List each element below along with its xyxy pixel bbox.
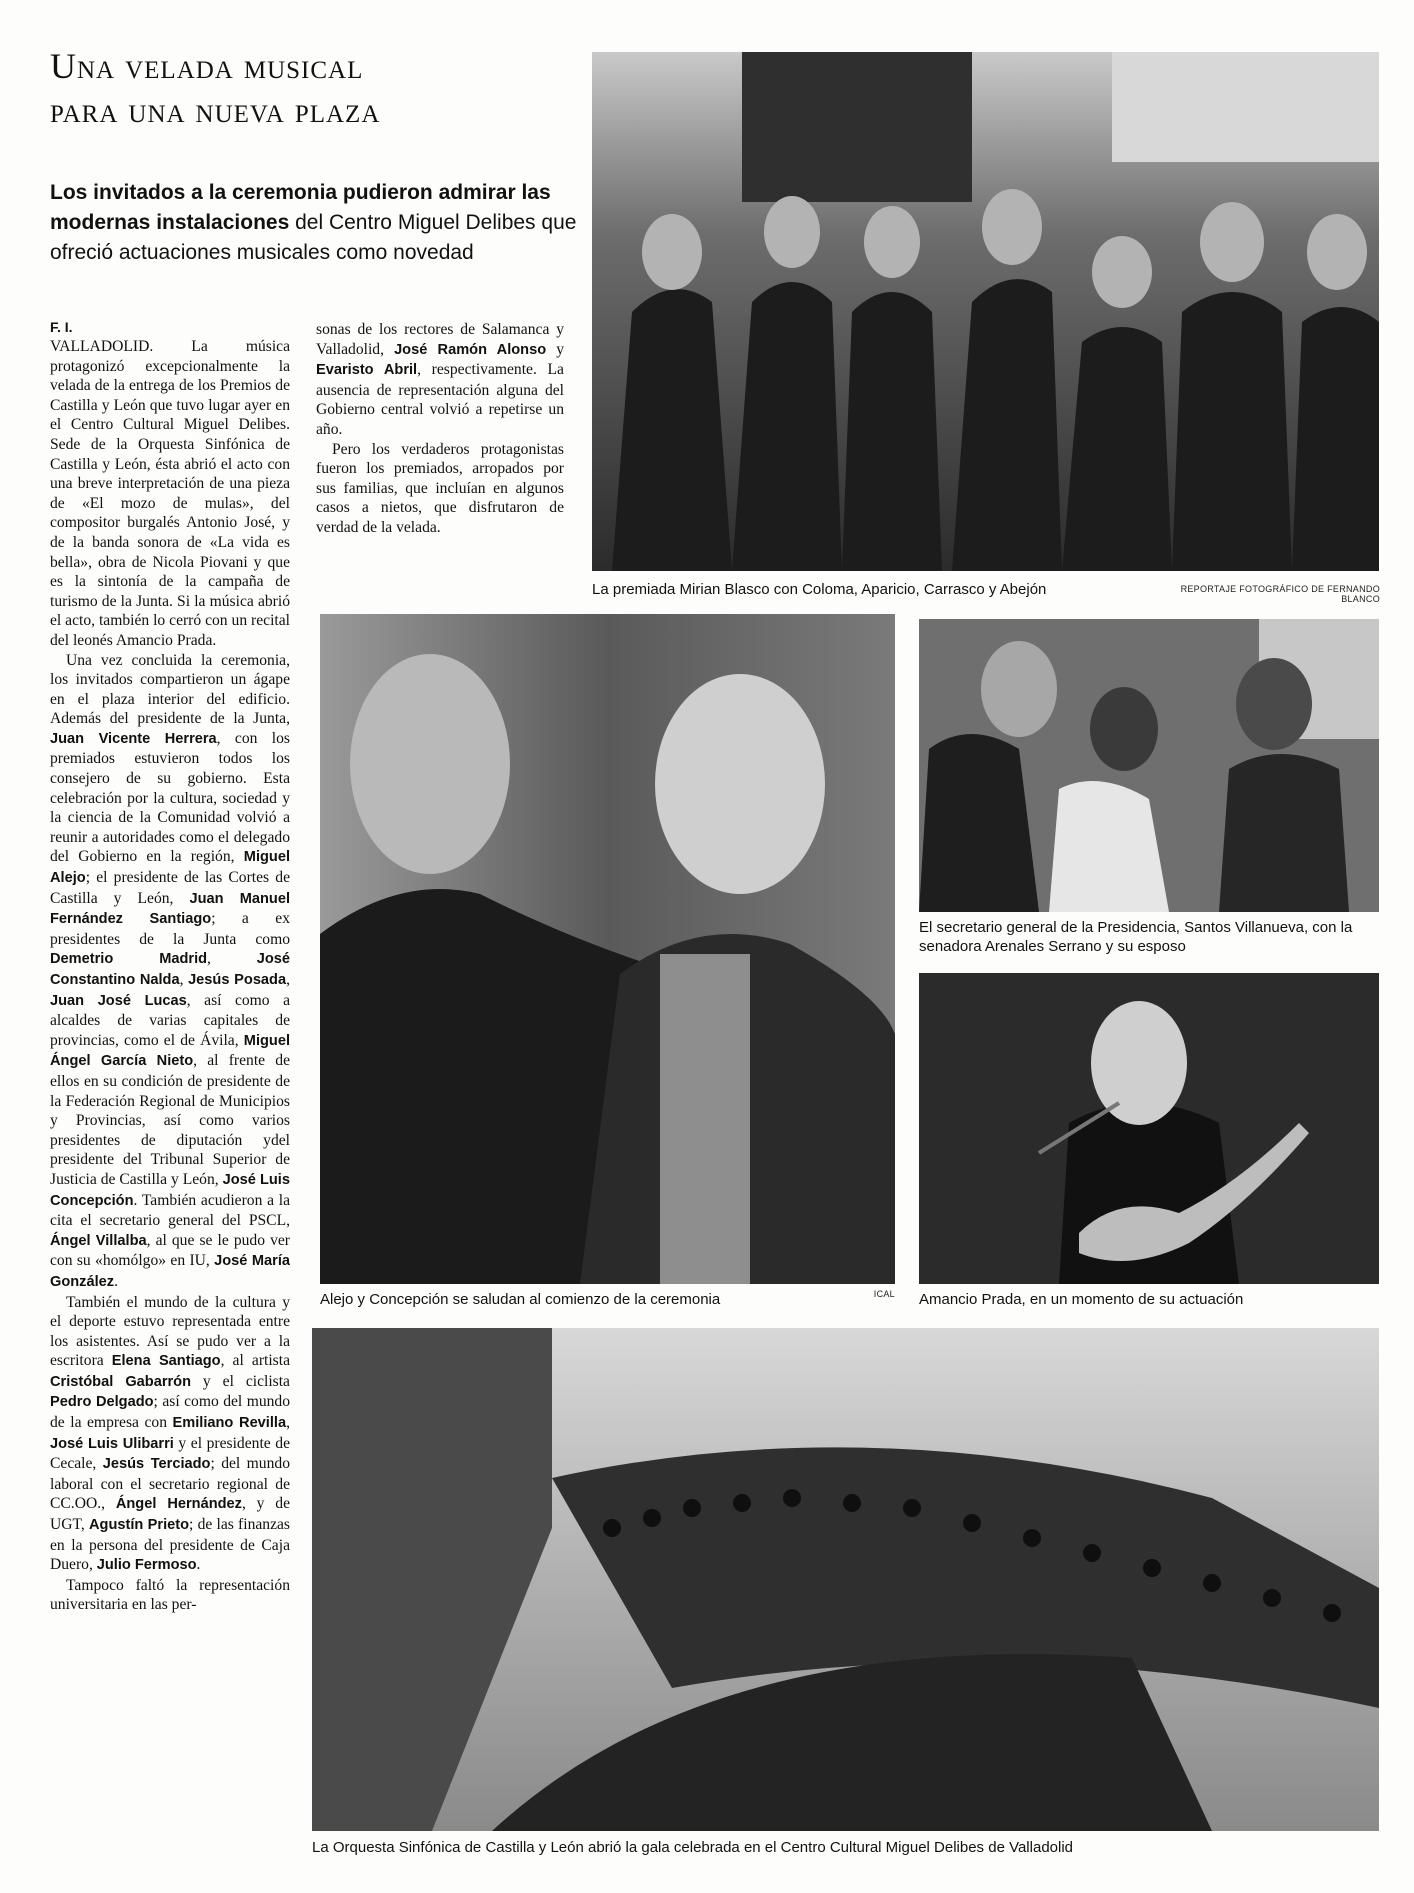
article-text: , al frente de ellos en su condición de presidente de la Federación Regional de Municipios y Provincias, así como varios presidentes de diputación ydel presidente del Tribunal Superior de Justicia de Castilla y León, [50, 1052, 290, 1188]
article-name-bold: José Luis Concepción [50, 1171, 290, 1209]
article-text: , así como a alcaldes de varias capitales de provincias, como el de Ávila, [50, 991, 290, 1049]
article-text: ; así como del mundo de la empresa con [50, 1393, 290, 1432]
article-text: , [179, 971, 189, 988]
article-name-bold: José Ramón Alonso [394, 341, 547, 358]
caption-villanueva-serrano: El secretario general de la Presidencia, Santos Villanueva, con la senadora Arenales Serrano y su esposo [919, 919, 1353, 955]
article-text: , con los premiados estuvieron todos los consejero de su gobierno. Esta celebración por la cultura, sociedad y la ciencia de la Comunidad volvió a reunir a autoridades como el delegado del Gobierno en la región, [50, 729, 290, 866]
article-name-bold: Jesús Terciado [102, 1456, 211, 1473]
credit-alejo-concepcion: ICAL [873, 1289, 895, 1299]
article-name-bold: Pedro Delgado [50, 1394, 154, 1411]
photo-orchestra [312, 1328, 1379, 1831]
article-name-bold: Miguel Alejo [50, 849, 290, 887]
article-paragraph [50, 1576, 290, 1615]
article-paragraph [50, 337, 290, 651]
article-text: , [286, 971, 290, 988]
article-text: ; a ex presidentes de la Junta como [50, 910, 290, 948]
article-name-bold: José Constantino Nalda [50, 951, 290, 988]
article-name-bold: Evaristo Abril [316, 362, 418, 379]
photo-guests-group [592, 52, 1379, 571]
caption-alejo-concepcion: Alejo y Concepción se saludan al comienzo de la ceremonia [320, 1291, 721, 1308]
article-name-bold: Cristóbal Gabarrón [50, 1373, 192, 1390]
article-text: , respectivamente. La ausencia de representación alguna del Gobierno central volvió a repetirse un año. [316, 361, 564, 438]
article-text: y el ciclista [191, 1372, 290, 1390]
article-text: ; de las finanzas en la persona del presidente de Caja Duero, [50, 1516, 290, 1574]
article-column-2 [316, 320, 564, 595]
article-text: ; del mundo laboral con el secretario regional de CC.OO., [50, 1455, 290, 1513]
article-name-bold: Ángel Villalba [50, 1232, 147, 1249]
article-text: . [196, 1556, 201, 1574]
headline-line-2: para una nueva plaza [50, 90, 381, 130]
article-paragraph [50, 1293, 290, 1576]
subhead-normal: del Centro Miguel Delibes que ofreció actuaciones musicales como novedad [50, 211, 577, 264]
article-text: sonas de los rectores de Salamanca y Valladolid, [316, 321, 564, 358]
article-text: VALLADOLID. La música protagonizó excepcionalmente la velada de la entrega de los Premios de Castilla y León que tuvo lugar ayer en el Centro Cultural Miguel Delibes. Sede de la Orquesta Sinfónica de Castilla y León, ésta abrió el acto con una breve interpretación de una pieza de «El mozo de mulas», del compositor burgalés Antonio José, y de la banda sonora de «La vida es bella», obra de Nicola Piovani y que es la sintonía de la campaña de turismo de la Junta. Si la música abrió el acto, también lo cerró con un recital del leonés Amancio Prada. [50, 338, 290, 649]
article-text: y [546, 340, 564, 358]
article-name-bold: José María González [50, 1253, 290, 1290]
article-name-bold: Julio Fermoso [96, 1557, 197, 1574]
photo-alejo-concepcion [320, 614, 895, 1284]
article-name-bold: Emiliano Revilla [172, 1415, 287, 1432]
article-name-bold: Elena Santiago [111, 1353, 221, 1370]
subhead [50, 178, 590, 268]
article-name-bold: Demetrio Madrid [50, 951, 208, 968]
caption-amancio-prada: Amancio Prada, en un momento de su actuación [919, 1291, 1244, 1308]
article-text: . También acudieron a la cita el secretario general del PSCL, [50, 1191, 290, 1230]
article-text: , [286, 1414, 290, 1432]
article-paragraph [50, 651, 290, 1293]
article-text: , y de UGT, [50, 1495, 290, 1534]
caption-guests-group: La premiada Mirian Blasco con Coloma, Aparicio, Carrasco y Abejón [592, 581, 1047, 598]
caption-orchestra: La Orquesta Sinfónica de Castilla y León abrió la gala celebrada en el Centro Cultural Miguel Delibes de Valladolid [312, 1839, 1074, 1856]
article-text: , al que se le pudo ver con su «homólgo» en IU, [50, 1231, 290, 1270]
photo-villanueva-serrano [919, 619, 1379, 912]
article-text: Una vez concluida la ceremonia, los invitados compartieron un ágape en el plaza interior del edificio. Además del presidente de la Junta, [50, 651, 290, 728]
article-text: , al artista [220, 1352, 290, 1370]
article-name-bold: Agustín Prieto [89, 1517, 190, 1534]
subhead-bold: Los invitados a la ceremonia pudieron admirar las modernas instalaciones [50, 181, 551, 234]
article-name-bold: Jesús Posada [188, 972, 287, 988]
headline [50, 44, 570, 132]
article-name-bold: Ángel Hernández [115, 1496, 242, 1513]
photo-amancio-prada [919, 973, 1379, 1284]
byline: F. I. [50, 319, 73, 335]
article-name-bold: Juan Vicente Herrera [50, 730, 217, 747]
article-text: , [207, 950, 257, 968]
article-name-bold: Juan Manuel Fernández Santiago [50, 890, 290, 928]
article-name-bold: Juan José Lucas [50, 992, 187, 1009]
article-paragraph [316, 440, 564, 538]
credit-guests-group: REPORTAJE FOTOGRÁFICO DE FERNANDO BLANCO [1180, 584, 1380, 604]
article-column-1 [50, 337, 290, 1867]
article-text: Tampoco faltó la representación universitaria en las per- [50, 1576, 290, 1614]
article-text: y el presidente de Cecale, [50, 1434, 290, 1473]
headline-line-1: Una velada musical [50, 46, 364, 86]
article-paragraph [316, 320, 564, 440]
article-text: ; el presidente de las Cortes de Castilla y León, [50, 869, 290, 907]
article-name-bold: Miguel Ángel García Nieto [50, 1032, 290, 1070]
article-text: Pero los verdaderos protagonistas fueron los premiados, arropados por sus familias, que incluían en algunos casos a nietos, que disfrutaron de verdad de la velada. [316, 440, 564, 536]
article-text: . [114, 1272, 118, 1290]
article-text: También el mundo de la cultura y el deporte estuvo representada entre los asistentes. Así se pudo ver a la escritora [50, 1293, 290, 1370]
article-name-bold: José Luis Ulibarri [50, 1435, 174, 1452]
